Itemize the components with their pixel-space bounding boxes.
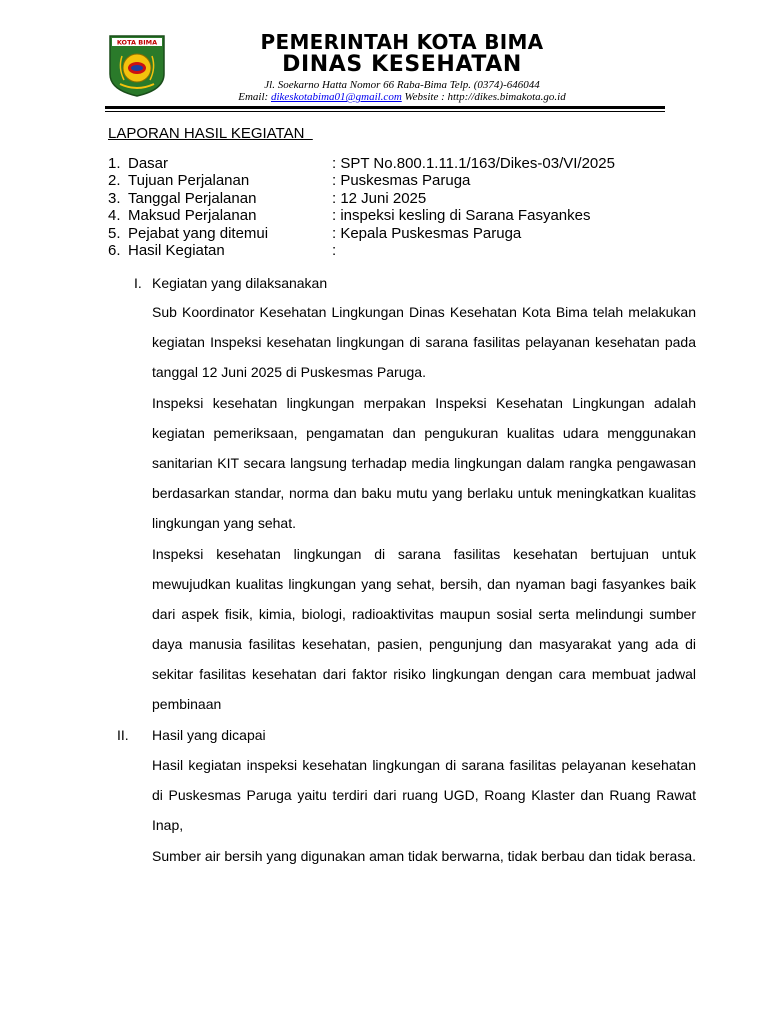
header-divider-thick: [105, 106, 665, 109]
detail-number: 4.: [108, 207, 121, 225]
detail-label: Dasar: [128, 155, 169, 172]
detail-number: 6.: [108, 241, 121, 259]
report-title: LAPORAN HASIL KEGIATAN: [108, 125, 313, 142]
detail-number: 3.: [108, 189, 121, 207]
government-title: PEMERINTAH KOTA BIMA: [260, 30, 544, 54]
detail-number: 5.: [108, 224, 121, 242]
email-link[interactable]: dikeskotabima01@gmail.com: [270, 91, 402, 103]
detail-value: :: [332, 241, 337, 259]
agency-address: Jl. Soekarno Hatta Nomor 66 Raba-Bima Telp. (0374)-646044: [264, 79, 540, 91]
detail-label: Pejabat yang ditemui: [128, 224, 269, 242]
detail-value: : Puskesmas Paruga: [332, 172, 471, 190]
paragraph: Sumber air bersih yang digunakan aman tidak berwarna, tidak berbau dan tidak berasa.: [152, 848, 696, 864]
detail-label: Maksud Perjalanan: [128, 207, 257, 225]
paragraph: Inspeksi kesehatan lingkungan di sarana fasilitas kesehatan bertujuan untuk mewujudkan kualitas lingkungan yang sehat, bersih, dan nyaman bagi fasyankes baik dari aspek fisik, kimia, biologi, radioaktivitas maupun sosial serta melindungi sumber daya manusia fasilitas kesehatan, pasien, pengunjung dan masyarakat yang ada di sekitar fasilitas kesehatan dari faktor risiko lingkungan dengan cara membuat jadwal pembinaan: [152, 546, 696, 713]
detail-value: : Kepala Puskesmas Paruga: [332, 224, 522, 242]
detail-label: Tanggal Perjalanan: [128, 189, 257, 207]
kota-bima-logo: [108, 34, 166, 98]
detail-label: Tujuan Perjalanan: [128, 172, 250, 190]
paragraph: Sub Koordinator Kesehatan Lingkungan Dinas Kesehatan Kota Bima telah melakukan kegiatan Inspeksi kesehatan lingkungan di sarana fasilitas pelayanan kesehatan pada tanggal 12 Juni 2025 di Puskesmas Paruga.: [152, 304, 696, 381]
section-title: Kegiatan yang dilaksanakan: [152, 275, 328, 291]
paragraph: Inspeksi kesehatan lingkungan merpakan Inspeksi Kesehatan Lingkungan adalah kegiatan pemeriksaan, pengamatan dan pengukuran kualitas udara menggunakan sanitarian KIT secara langsung terhadap media lingkungan dalam rangka pengawasan berdasarkan standar, norma dan baku mutu yang berlaku untuk meningkatkan kualitas lingkungan yang sehat.: [152, 395, 696, 532]
website-text: Website : http://dikes.bimakota.go.id: [401, 91, 566, 103]
header-divider-thin: [105, 111, 665, 112]
detail-number: 2.: [108, 172, 121, 190]
section-number: II.: [117, 727, 129, 743]
agency-contact: [180, 91, 624, 103]
email-label: Email:: [238, 91, 271, 103]
agency-title: DINAS KESEHATAN: [282, 52, 522, 77]
detail-value: : SPT No.800.1.11.1/163/Dikes-03/VI/2025: [332, 155, 615, 172]
detail-label: Hasil Kegiatan: [128, 241, 225, 259]
logo-text: KOTA BIMA: [116, 38, 158, 47]
detail-number: 1.: [108, 155, 121, 172]
section-number: I.: [134, 275, 142, 291]
section-title: Hasil yang dicapai: [152, 727, 266, 743]
detail-value: : inspeksi kesling di Sarana Fasyankes: [332, 207, 591, 225]
detail-value: : 12 Juni 2025: [332, 189, 427, 207]
paragraph: Hasil kegiatan inspeksi kesehatan lingkungan di sarana fasilitas pelayanan kesehatan di Puskesmas Paruga yaitu terdiri dari ruang UGD, Roang Klaster dan Ruang Rawat Inap,: [152, 757, 696, 834]
